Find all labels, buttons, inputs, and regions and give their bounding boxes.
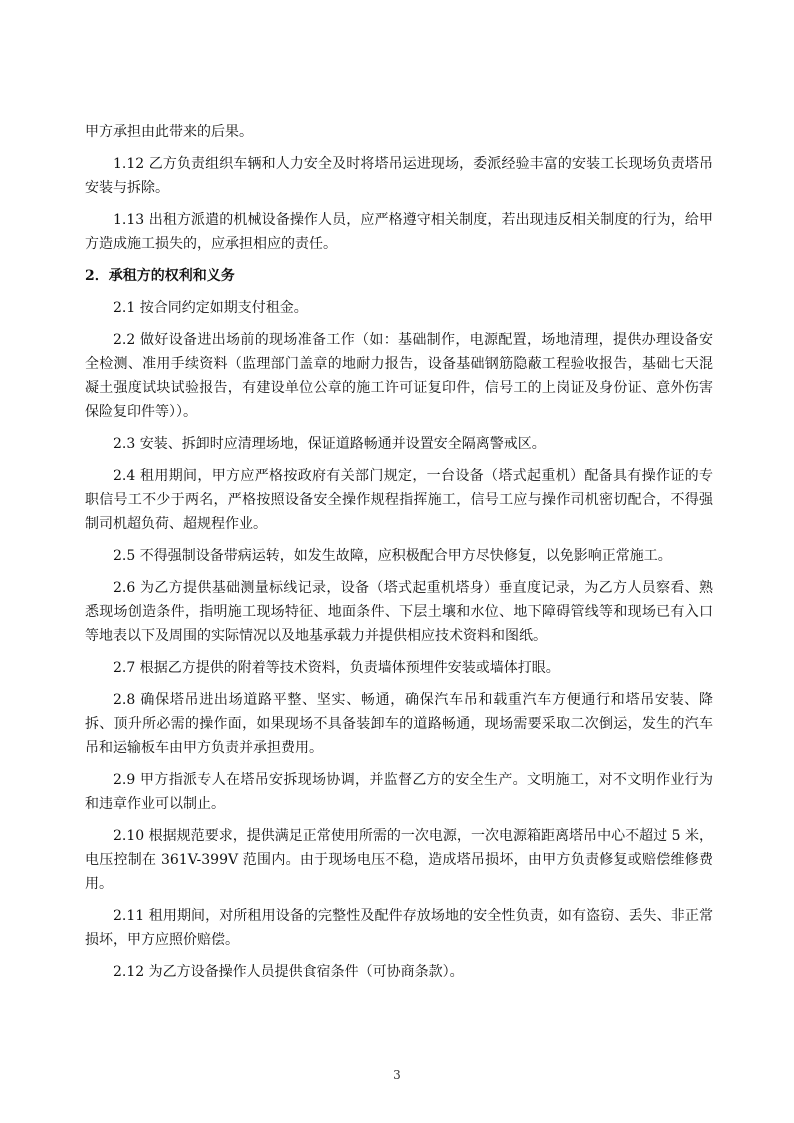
clause-2-2: 2.2 做好设备进出场前的现场准备工作（如：基础制作，电源配置，场地清理，提供办理设备安全检测、准用手续资料（监理部门盖章的地耐力报告，设备基础钢筋隐蔽工程验收报告，基础七天混凝土强度试块试验报告，有建设单位公章的施工许可证复印件，信号工的上岗证及身份证、意外伤害保险复印件等））。 [85, 332, 713, 420]
clause-2-12: 2.12 为乙方设备操作人员提供食宿条件（可协商条款）。 [113, 964, 464, 980]
clause-2-11: 2.11 租用期间，对所租用设备的完整性及配件存放场地的安全性负责，如有盗窃、丢失、非正常损坏，甲方应照价赔偿。 [85, 908, 713, 948]
clause-2-3: 2.3 安装、拆卸时应清理场地，保证道路畅通并设置安全隔离警戒区。 [113, 436, 546, 452]
clause-2-8: 2.8 确保塔吊进出场道路平整、坚实、畅通，确保汽车吊和载重汽车方便通行和塔吊安装、降拆、顶升所必需的操作面，如果现场不具备装卸车的道路畅通，现场需要采取二次倒运，发生的汽车吊和运输板车由甲方负责并承担费用。 [85, 692, 713, 756]
clause-2-9: 2.9 甲方指派专人在塔吊安拆现场协调，并监督乙方的安全生产。文明施工，对不文明作业行为和违章作业可以制止。 [85, 772, 713, 812]
clause-1-12: 1.12 乙方负责组织车辆和人力安全及时将塔吊运进现场，委派经验丰富的安装工长现场负责塔吊安装与拆除。 [85, 156, 713, 196]
clause-2-10: 2.10 根据规范要求，提供满足正常使用所需的一次电源，一次电源箱距离塔吊中心不超过 5 米，电压控制在 361V-399V 范围内。由于现场电压不稳，造成塔吊损坏，由甲方负责修复或赔偿维修费用。 [85, 828, 713, 892]
clause-1-13: 1.13 出租方派遣的机械设备操作人员，应严格遵守相关制度，若出现违反相关制度的行为，给甲方造成施工损失的，应承担相应的责任。 [85, 212, 713, 252]
clause-2-6: 2.6 为乙方提供基础测量标线记录，设备（塔式起重机塔身）垂直度记录，为乙方人员察看、熟悉现场创造条件，指明施工现场特征、地面条件、下层土壤和水位、地下障碍管线等和现场已有入口等地表以下及周围的实际情况以及地基承载力并提供相应技术资料和图纸。 [85, 580, 713, 644]
document-body [85, 120, 713, 992]
clause-2-4: 2.4 租用期间，甲方应严格按政府有关部门规定，一台设备（塔式起重机）配备具有操作证的专职信号工不少于两名，严格按照设备安全操作规程指挥施工，信号工应与操作司机密切配合，不得强制司机超负荷、超规程作业。 [85, 468, 713, 532]
page-number: 3 [393, 1068, 401, 1082]
paragraph-consequence: 甲方承担由此带来的后果。 [85, 124, 253, 140]
clause-2-5: 2.5 不得强制设备带病运转，如发生故障，应积极配合甲方尽快修复，以免影响正常施工。 [113, 548, 672, 564]
clause-2-1: 2.1 按合同约定如期支付租金。 [113, 300, 308, 316]
section-heading-lessee-rights: 2．承租方的权利和义务 [85, 268, 235, 284]
clause-2-7: 2.7 根据乙方提供的附着等技术资料，负责墙体预埋件安装或墙体打眼。 [113, 660, 560, 676]
